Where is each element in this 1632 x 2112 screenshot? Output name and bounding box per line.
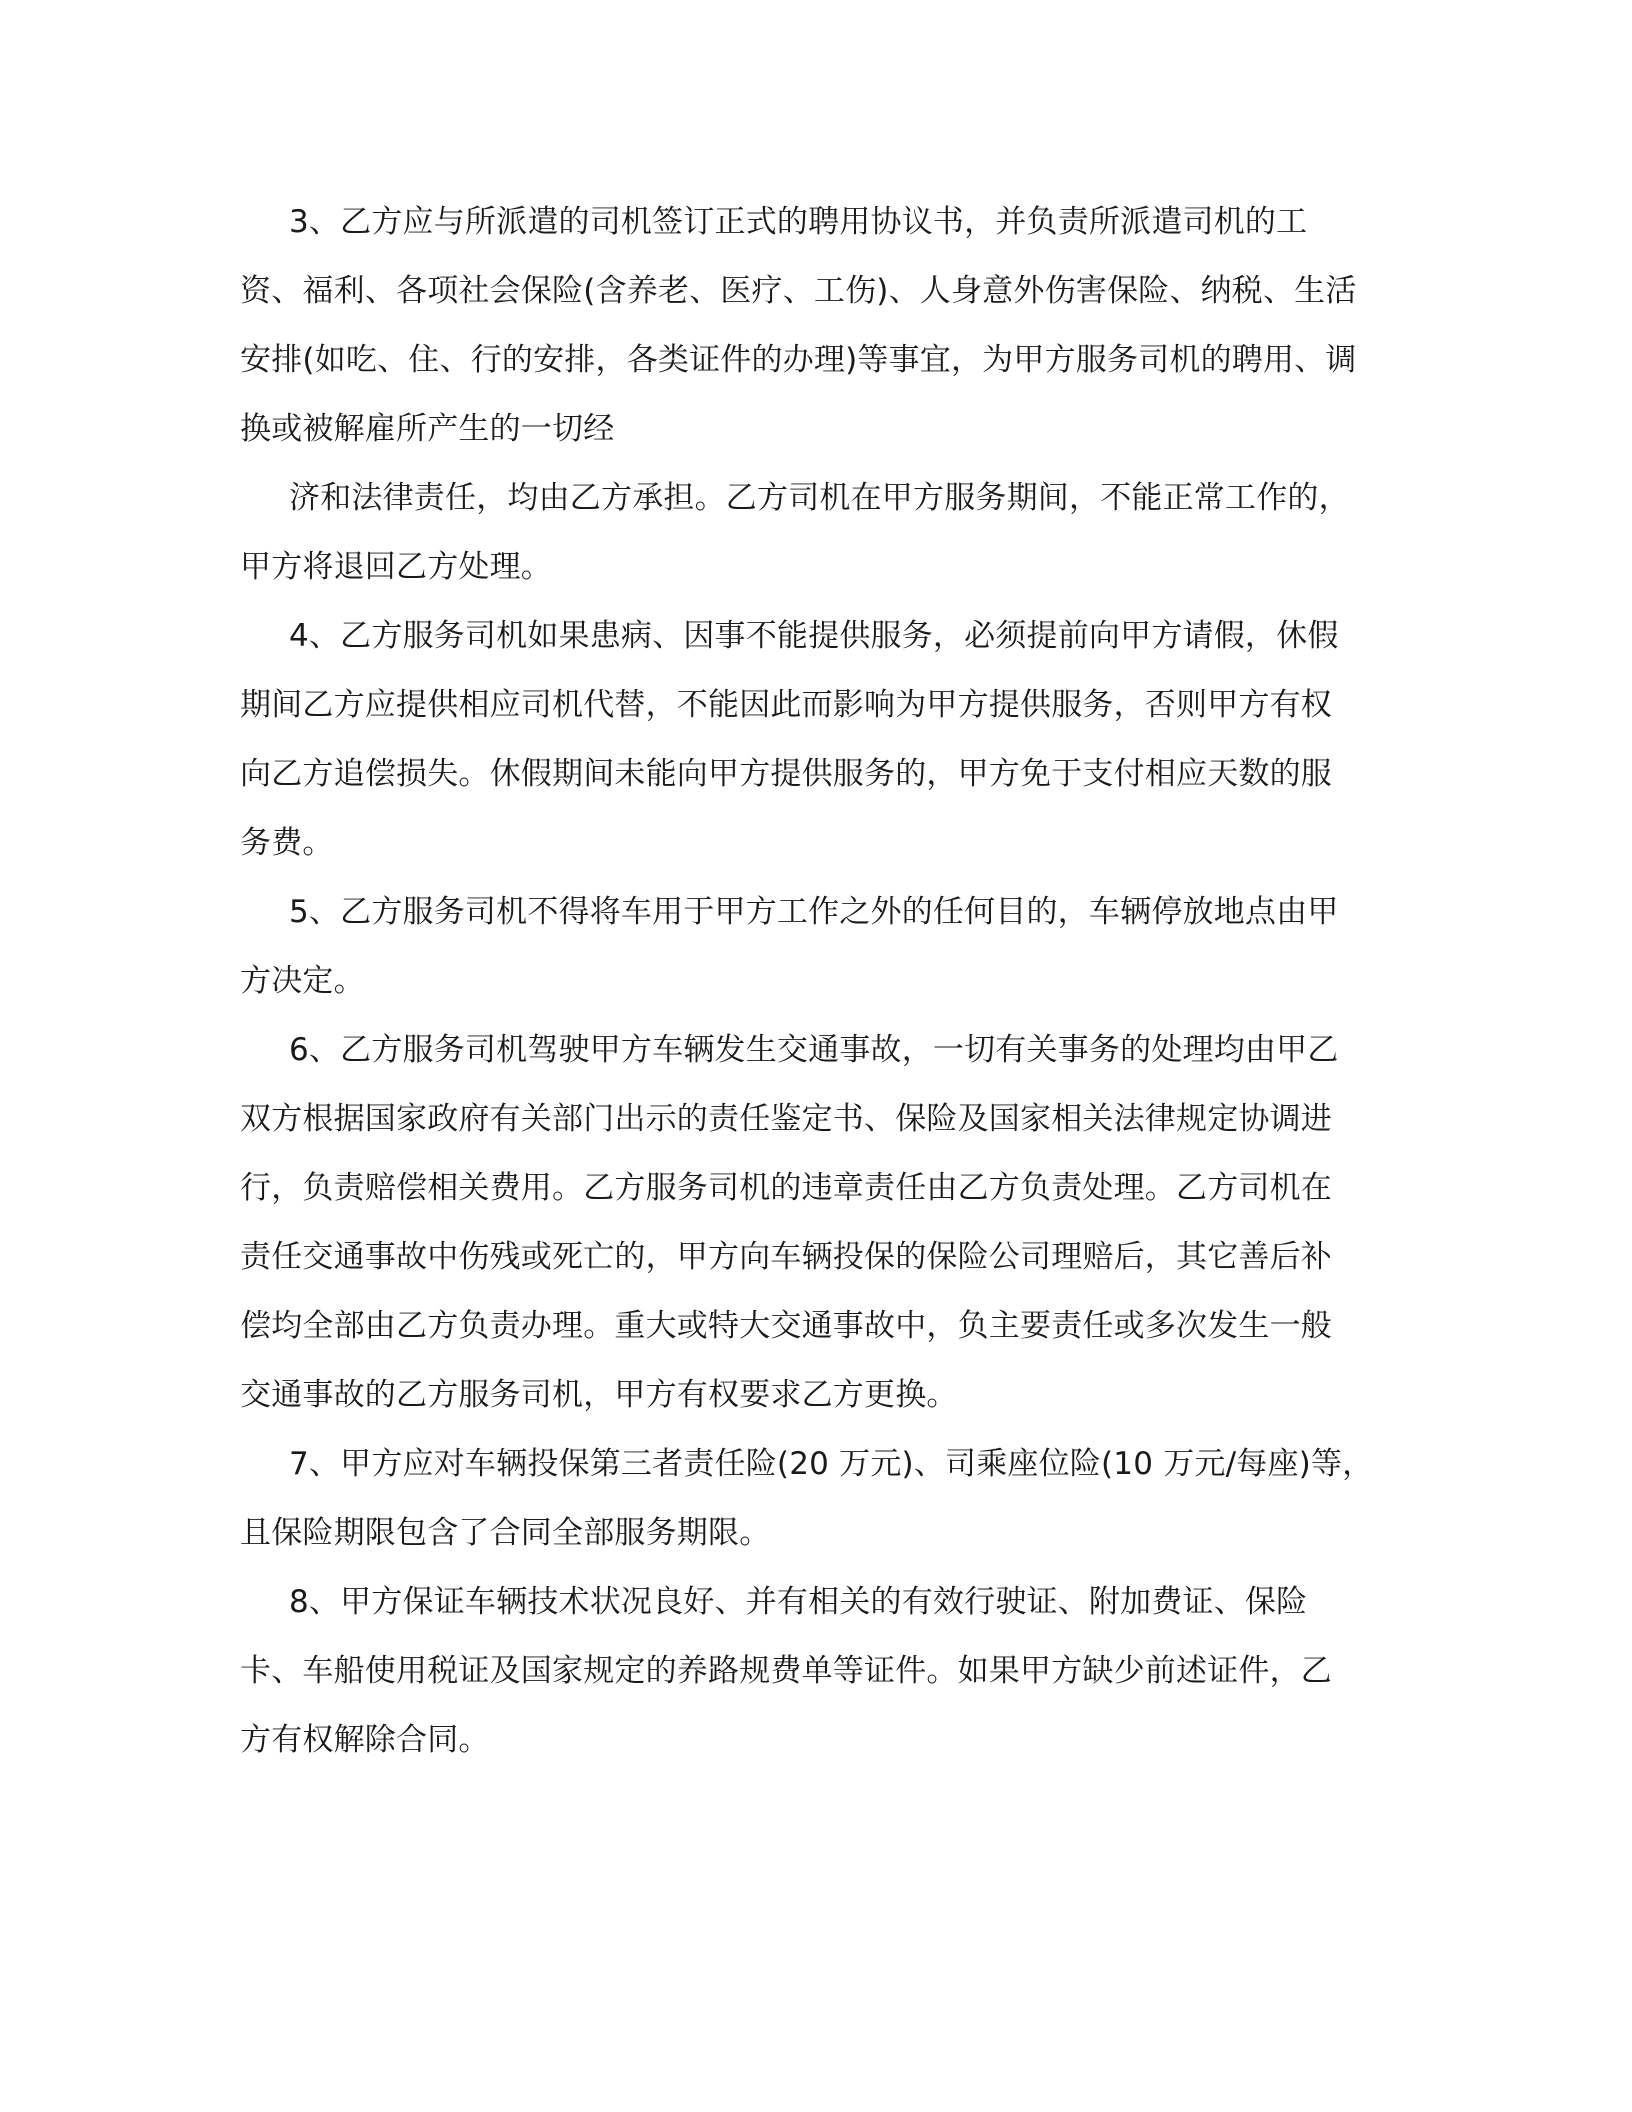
clause-8-line-1: 8、甲方保证车辆技术状况良好、并有相关的有效行驶证、附加费证、保险 xyxy=(289,1584,1308,1620)
clause-3-line-3: 安排(如吃、住、行的安排，各类证件的办理)等事宜，为甲方服务司机的聘用、调 xyxy=(240,342,1357,378)
clause-6-line-2: 双方根据国家政府有关部门出示的责任鉴定书、保险及国家相关法律规定协调进 xyxy=(240,1101,1332,1137)
clause-5-line-2: 方决定。 xyxy=(240,963,365,999)
clause-7-line-2: 且保险期限包含了合同全部服务期限。 xyxy=(240,1515,771,1551)
clause-7-line-1: 7、甲方应对车辆投保第三者责任险(20 万元)、司乘座位险(10 万元/每座)等， xyxy=(289,1446,1374,1482)
clause-5-line-1: 5、乙方服务司机不得将车用于甲方工作之外的任何目的，车辆停放地点由甲 xyxy=(289,894,1339,930)
clause-3-line-1: 3、乙方应与所派遣的司机签订正式的聘用协议书，并负责所派遣司机的工 xyxy=(289,204,1308,240)
clause-6-line-3: 行，负责赔偿相关费用。乙方服务司机的违章责任由乙方负责处理。乙方司机在 xyxy=(240,1170,1332,1206)
clause-8-line-2: 卡、车船使用税证及国家规定的养路规费单等证件。如果甲方缺少前述证件，乙 xyxy=(240,1653,1332,1689)
clause-4-line-4: 务费。 xyxy=(240,825,334,861)
clause-8-line-3: 方有权解除合同。 xyxy=(240,1722,490,1758)
clause-4-line-1: 4、乙方服务司机如果患病、因事不能提供服务，必须提前向甲方请假，休假 xyxy=(289,618,1339,654)
clause-6-line-1: 6、乙方服务司机驾驶甲方车辆发生交通事故，一切有关事务的处理均由甲乙 xyxy=(289,1032,1339,1068)
clause-6-line-6: 交通事故的乙方服务司机，甲方有权要求乙方更换。 xyxy=(240,1377,958,1413)
clause-3-line-2: 资、福利、各项社会保险(含养老、医疗、工伤)、人身意外伤害保险、纳税、生活 xyxy=(240,273,1357,309)
clause-6-line-5: 偿均全部由乙方负责办理。重大或特大交通事故中，负主要责任或多次发生一般 xyxy=(240,1308,1332,1344)
clause-3-cont-line-1: 济和法律责任，均由乙方承担。乙方司机在甲方服务期间，不能正常工作的， xyxy=(289,480,1350,516)
clause-3-cont-line-2: 甲方将退回乙方处理。 xyxy=(240,549,552,585)
clause-4-line-2: 期间乙方应提供相应司机代替，不能因此而影响为甲方提供服务，否则甲方有权 xyxy=(240,687,1332,723)
clause-3-line-4: 换或被解雇所产生的一切经 xyxy=(240,411,615,447)
clause-4-line-3: 向乙方追偿损失。休假期间未能向甲方提供服务的，甲方免于支付相应天数的服 xyxy=(240,756,1332,792)
clause-6-line-4: 责任交通事故中伤残或死亡的，甲方向车辆投保的保险公司理赔后，其它善后补 xyxy=(240,1239,1332,1275)
